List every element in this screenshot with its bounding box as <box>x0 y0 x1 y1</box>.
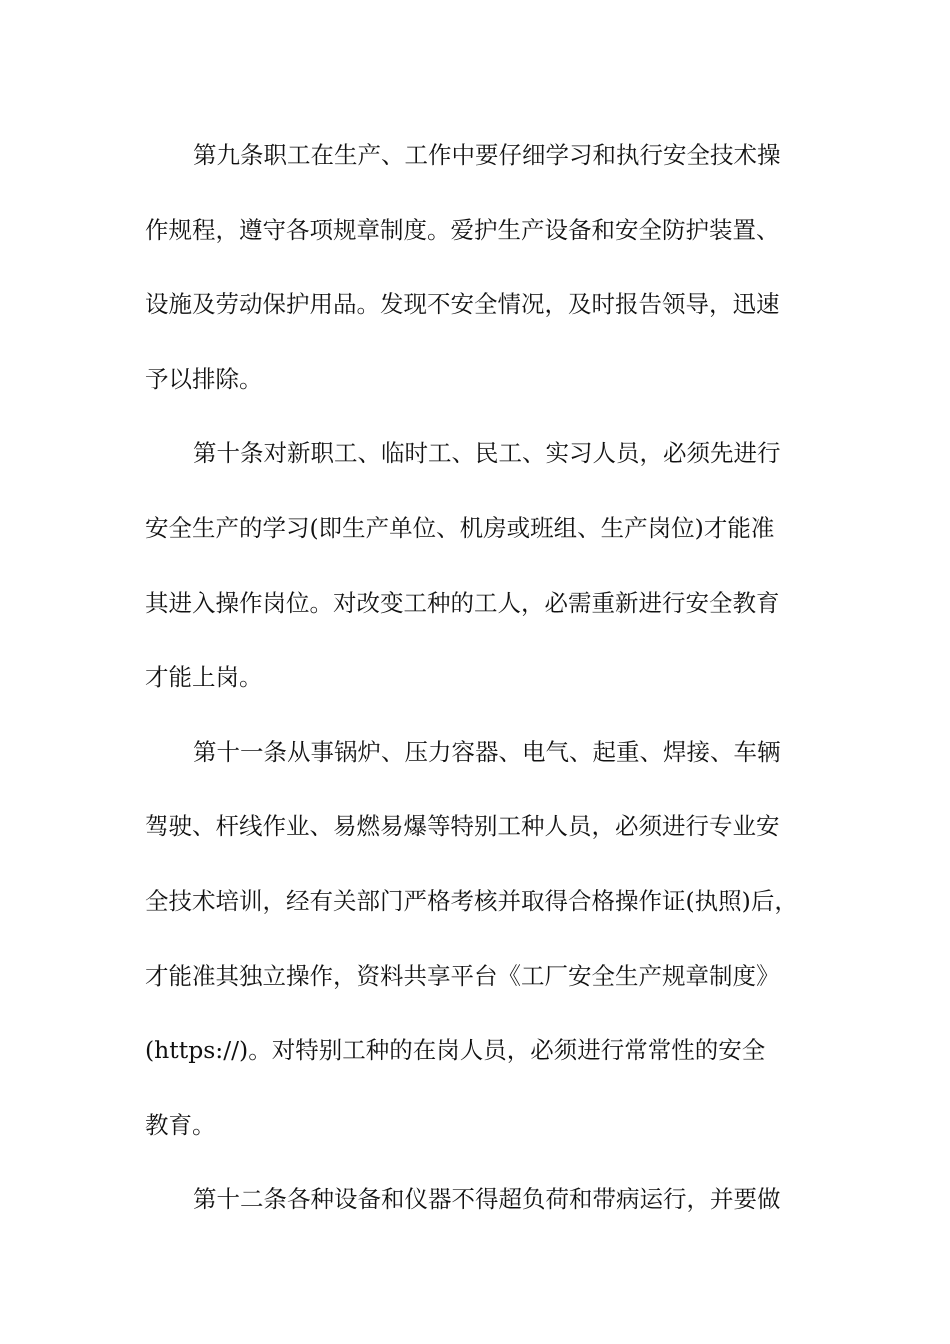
text-line: 第九条职工在生产、工作中要仔细学习和执行安全技术操 <box>193 141 781 169</box>
text-line: 作规程，遵守各项规章制度。爱护生产设备和安全防护装置、 <box>145 215 780 244</box>
text-line: 全技术培训，经有关部门严格考核并取得合格操作证(执照)后， <box>145 886 798 915</box>
text-line: 第十条对新职工、临时工、民工、实习人员，必须先进行 <box>193 439 781 468</box>
text-line: 安全生产的学习(即生产单位、机房或班组、生产岗位)才能准 <box>145 513 775 542</box>
paragraph-article-10 <box>145 416 825 714</box>
text-line: 第十二条各种设备和仪器不得超负荷和带病运行，并要做 <box>193 1185 781 1214</box>
text-line: 设施及劳动保护用品。发现不安全情况，及时报告领导，迅速 <box>145 290 780 319</box>
paragraph-article-12 <box>145 1162 825 1237</box>
text-line: 予以排除。 <box>145 364 263 393</box>
text-line: 驾驶、杆线作业、易燃易爆等特别工种人员，必须进行专业安 <box>145 812 780 841</box>
document-page <box>145 118 825 1237</box>
text-line: 教育。 <box>145 1110 216 1139</box>
text-line: (https://)。对特别工种的在岗人员，必须进行常常性的安全 <box>145 1036 766 1065</box>
text-line: 才能准其独立操作，资料共享平台《工厂安全生产规章制度》 <box>145 961 780 990</box>
text-line: 第十一条从事锅炉、压力容器、电气、起重、焊接、车辆 <box>193 737 781 766</box>
text-line: 其进入操作岗位。对改变工种的工人，必需重新进行安全教育 <box>145 588 780 617</box>
paragraph-article-9 <box>145 118 825 416</box>
paragraph-article-11 <box>145 715 825 1163</box>
text-line: 才能上岗。 <box>145 663 263 692</box>
